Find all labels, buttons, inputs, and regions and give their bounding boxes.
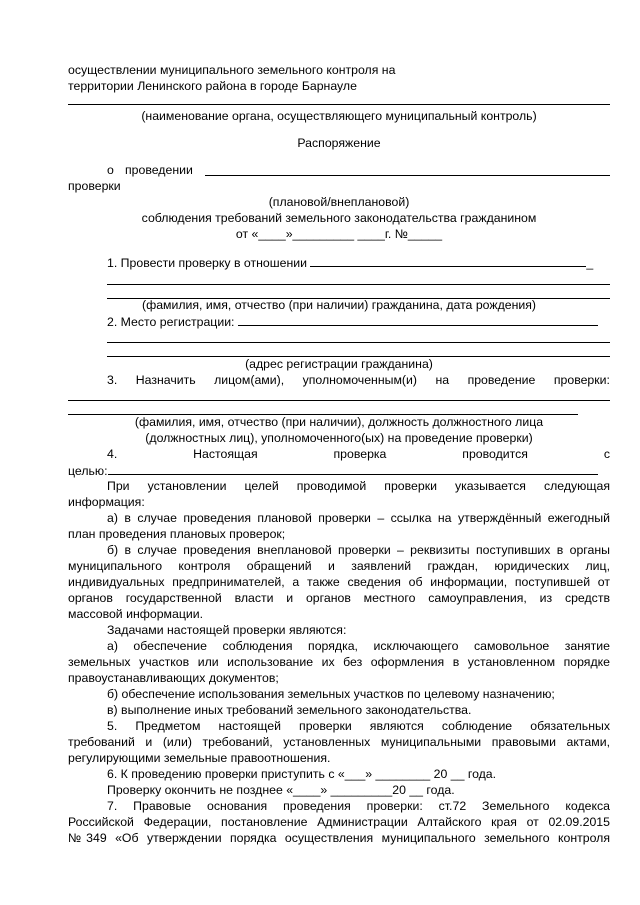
item-4-w3: проводится [462, 447, 528, 461]
task-a-2: земельных участков или использование их без оформления в установленном порядке [68, 655, 610, 669]
header-line-2: территории Ленинского района в городе Барнауле [68, 79, 357, 93]
subject-wrap: проверки [68, 179, 121, 193]
item-4-w0: 4. [107, 447, 118, 461]
item-3-w3: уполномоченным(и) [302, 373, 417, 387]
item-4-w1: Настоящая [193, 447, 258, 461]
item-3-w4: на [435, 373, 450, 387]
subject-o: о [107, 163, 114, 177]
item-5-line-2: требований и (или) требований, установленных муниципальными правовыми актами, [68, 735, 610, 749]
org-name-line [68, 104, 610, 105]
item-1-fill [310, 254, 586, 267]
subject-date-line: от «____»_________ ____г. №_____ [235, 227, 443, 241]
subject-caption: (плановой/внеплановой) [268, 195, 410, 209]
item-4-wrap [68, 462, 598, 479]
item-3-line [107, 372, 610, 388]
item-2-label [107, 313, 598, 330]
goals-intro-1: При установлении целей проводимой проверки указывается следующая [107, 479, 610, 493]
item-4-line [107, 446, 610, 462]
task-a-3: правоустанавливающих документов; [68, 671, 279, 685]
item-1-text: 1. Провести проверку в отношении [107, 256, 307, 270]
task-b: б) обеспечение использования земельных участков по целевому назначению; [107, 687, 555, 701]
goal-a-1: а) в случае проведения плановой проверки – ссылка на утверждённый ежегодный [107, 511, 610, 525]
item-3-w1: Назначить [135, 373, 196, 387]
goal-b-2: муниципального контроля обращений и заявлений граждан, юридических лиц, [68, 559, 610, 573]
item-7-line-1: 7. Правовые основания проведения проверки: ст.72 Земельного кодекса [107, 799, 610, 813]
goal-b-5: массовой информации. [68, 607, 204, 621]
item-4-wrap-text: целью: [68, 464, 108, 478]
item-4-w2: проверка [333, 447, 387, 461]
item-2-line-2 [107, 342, 610, 343]
task-a-1: а) обеспечение соблюдения порядка, исключающего самовольное занятие [107, 639, 610, 653]
item-2-fill [238, 313, 598, 326]
item-6-end: Проверку окончить не позднее «____» _________20 __ года. [107, 783, 455, 797]
document-title: Распоряжение [297, 136, 381, 150]
goal-b-3: индивидуальных предпринимателей, а также сведения об информации, поступившей от [68, 575, 610, 589]
item-3-caption-2: (должностных лиц), уполномоченного(ых) на проведение проверки) [145, 431, 533, 445]
header-line-1: осуществлении муниципального земельного контроля на [68, 63, 396, 77]
item-7-line-3: №349 «Об утверждении порядка осуществления муниципального земельного контроля [68, 831, 610, 845]
item-1-caption: (фамилия, имя, отчество (при наличии) гражданина, дата рождения) [141, 298, 537, 312]
subject-fill-line [205, 175, 610, 176]
task-c: в) выполнение иных требований земельного законодательства. [107, 703, 472, 717]
item-7-line-2: Российской Федерации, постановление Администрации Алтайского края от 02.09.2015 [68, 815, 610, 829]
tasks-intro: Задачами настоящей проверки являются: [107, 623, 347, 637]
item-4-w4: с [603, 447, 610, 461]
item-1-line-2 [107, 284, 610, 285]
item-1-label [107, 254, 593, 271]
item-2-text: 2. Место регистрации: [107, 315, 235, 329]
item-3-line-2 [68, 400, 610, 401]
goals-intro-2: информация: [68, 495, 145, 509]
item-4-fill [108, 462, 598, 475]
goal-a-2: план проведения плановых проверок; [68, 527, 286, 541]
item-5-line-3: регулирующими земельные правоотношения. [68, 751, 331, 765]
org-name-caption: (наименование органа, осуществляющего муниципальный контроль) [141, 109, 537, 123]
item-3-w2: лицом(ами), [214, 373, 285, 387]
item-5-line-1: 5. Предметом настоящей проверки являются соблюдение обязательных [107, 719, 610, 733]
item-1-end: _ [586, 256, 594, 270]
subject-line-2: соблюдения требований земельного законодательства гражданином [141, 211, 537, 225]
item-3-w5: проведение [467, 373, 536, 387]
goal-b-1: б) в случае проведения внеплановой проверки – реквизиты поступивших в органы [107, 543, 610, 557]
goal-b-4: органов государственной власти и органов местного самоуправления, из средств [68, 591, 610, 605]
item-3-caption-1: (фамилия, имя, отчество (при наличии), должность должностного лица [134, 415, 544, 429]
subject-word: проведении [125, 163, 193, 177]
item-3-w6: проверки: [553, 373, 610, 387]
item-6-start: 6. К проведению проверки приступить с «___» ________ 20 __ года. [107, 767, 497, 781]
item-2-caption: (адрес регистрации гражданина) [245, 357, 433, 371]
item-3-w0: 3. [107, 373, 118, 387]
